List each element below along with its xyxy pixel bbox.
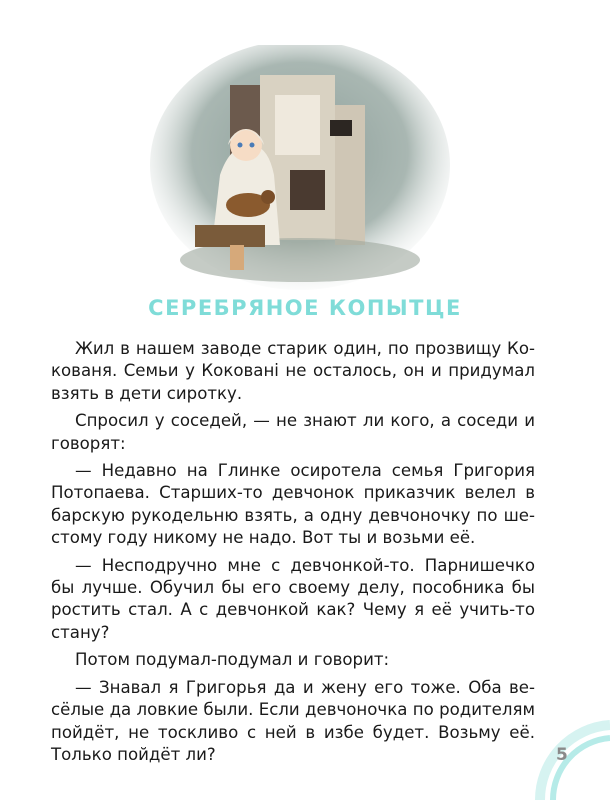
paragraph: — Недавно на Глинке осиротела семья Григория Потопаева. Старших-то девчонок приказчик велел в барскую рукодельню взять, а одну девчоночку по шестому году никому не надо. Вот ты и возьми её.: [51, 461, 535, 548]
paragraph: — Несподручно мне с девчонкой-то. Парнишечко бы лучше. Обучил бы его своему делу, пособника бы ростить стал. А с девчонкой как? Чему я её учить-то стану?: [51, 555, 535, 642]
paragraph: Потом подумал-подумал и говорит:: [75, 650, 390, 670]
story-title: СЕРЕБРЯНОЕ КОПЫТЦЕ: [148, 296, 462, 320]
story-text: [51, 338, 535, 766]
paragraph: Спросил у соседей, — не знают ли кого, а соседи и говорят:: [51, 411, 535, 453]
page-number: 5: [556, 745, 568, 765]
paragraph: — Знавал я Григорья да и жену его тоже. Оба весёлые да ловкие были. Если девчоночка по родителям пойдёт, не тоскливо с ней в избе будет. Возьму её. Только пойдёт ли?: [51, 677, 535, 764]
story-illustration: [150, 45, 450, 295]
paragraph: Жил в нашем заводе старик один, по прозвищу Кокованя. Семьи у Кокованi не осталось, он и придумал взять в дети сиротку.: [51, 339, 535, 403]
